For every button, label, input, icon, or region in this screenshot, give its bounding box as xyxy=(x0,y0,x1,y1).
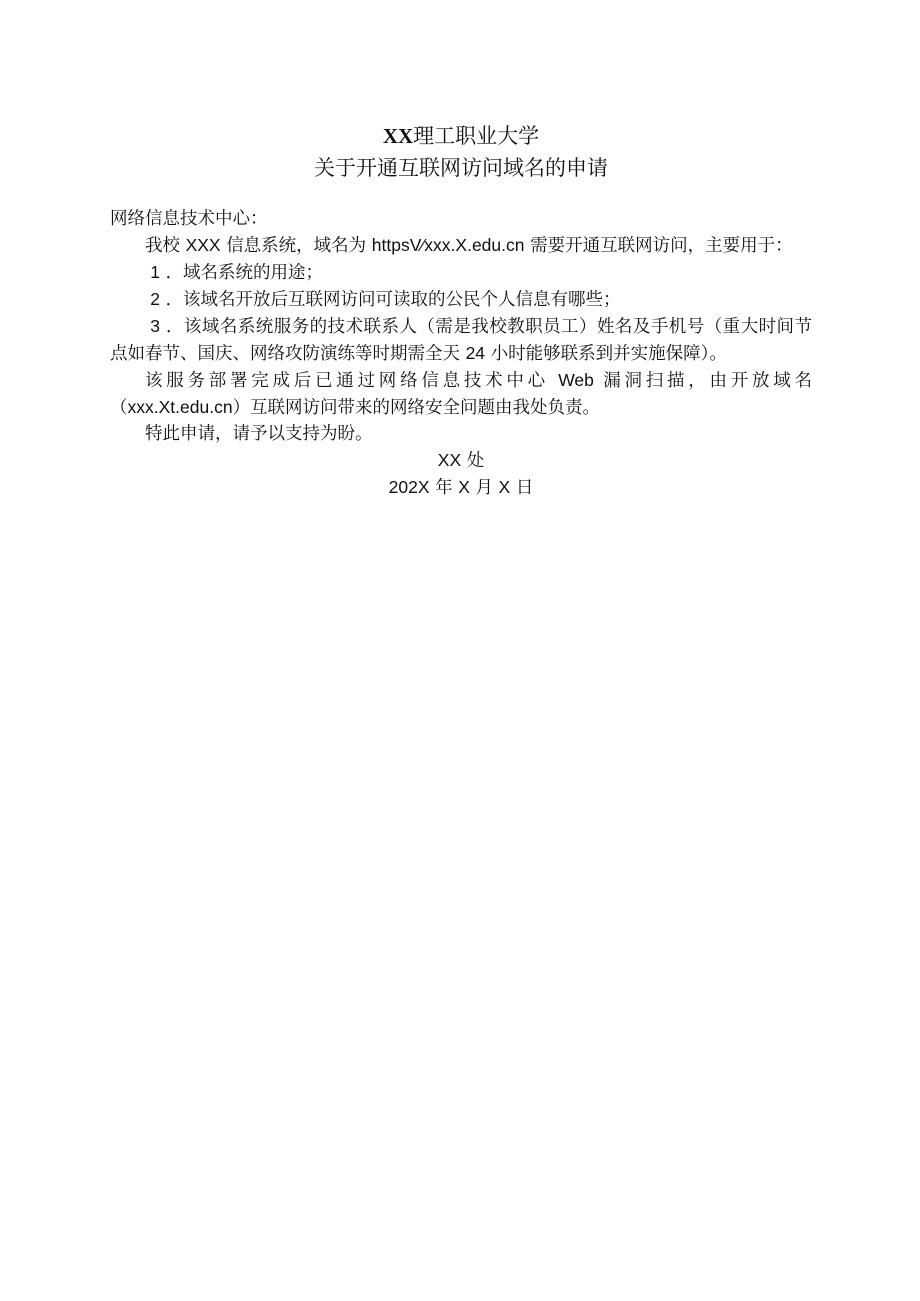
item3-tail: 小时能够联系到并实施保障）。 xyxy=(490,344,727,364)
signer xyxy=(110,447,812,474)
intro-text-a: 我校 xyxy=(145,236,180,256)
title-rest: 理工职业大学 xyxy=(413,124,540,148)
list-item-3 xyxy=(110,313,812,367)
list-item-1 xyxy=(110,259,812,286)
para2-text-a: 该服务部署完成后已通过网络信息技术中心 xyxy=(145,371,549,391)
signer-latin: XX xyxy=(437,450,462,470)
intro-paragraph xyxy=(110,232,812,259)
document-title-line1 xyxy=(110,120,812,152)
list-item-number: 3 xyxy=(150,316,160,336)
salutation: 网络信息技术中心： xyxy=(110,209,268,229)
document-page xyxy=(110,120,812,501)
para2-text-b: 漏洞扫描，由开放域名（ xyxy=(110,371,812,418)
para2-text-c: ）互联网访问带来的网络安全问题由我处负责。 xyxy=(232,398,601,418)
para2-web: Web xyxy=(558,370,594,390)
list-item-text: ．域名系统的用途； xyxy=(165,263,324,283)
responsibility-paragraph xyxy=(110,367,812,421)
title-latin: XX xyxy=(382,124,414,148)
intro-url: httpsV∕xxx.X.edu.cn xyxy=(371,235,525,255)
list-item-number: 1 xyxy=(150,262,160,282)
para2-domain: xxx.Xt.edu.cn xyxy=(127,397,233,417)
list-item-2 xyxy=(110,286,812,313)
intro-system-name: XXX xyxy=(185,235,221,255)
intro-text-b: 信息系统，域名为 xyxy=(226,236,367,256)
document-title-line2: 关于开通互联网访问域名的申请 xyxy=(314,156,608,180)
date-day-char: 日 xyxy=(515,478,534,498)
letter-body xyxy=(110,206,812,501)
date-month: X xyxy=(458,477,470,497)
date-line xyxy=(110,474,812,501)
date-month-char: 月 xyxy=(475,478,493,498)
signer-rest: 处 xyxy=(466,451,485,471)
list-item-text: ．该域名系统服务的技术联系人（需是我校教职员工）姓名及手机号（重大时间节点如春节、国庆、网络攻防演练等时期需全天 xyxy=(110,317,812,364)
date-year-char: 年 xyxy=(435,478,453,498)
date-day: X xyxy=(498,477,511,497)
list-item-text: ．该域名开放后互联网访问可读取的公民个人信息有哪些； xyxy=(165,290,621,310)
intro-text-c: 需要开通互联网访问，主要用于： xyxy=(530,236,793,256)
date-year: 202X xyxy=(388,477,430,497)
list-item-number: 2 xyxy=(150,289,160,309)
item3-hours: 24 xyxy=(465,343,486,363)
closing-line: 特此申请，请予以支持为盼。 xyxy=(145,424,373,444)
